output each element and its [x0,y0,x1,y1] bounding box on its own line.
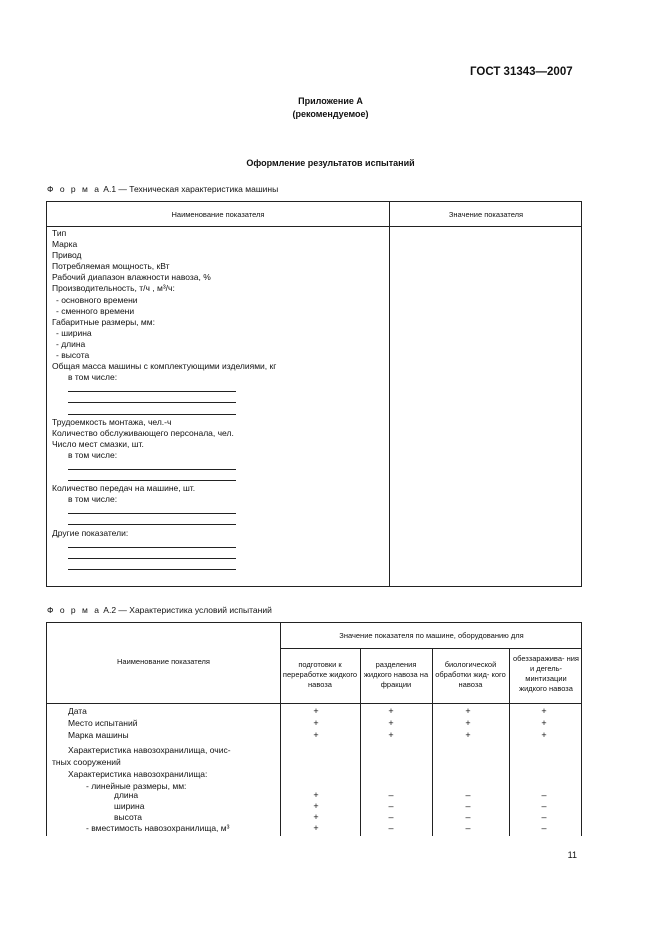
blank-line [52,561,276,572]
appendix-title: Приложение А [298,96,363,106]
form2-group-header: Значение показателя по машине, оборудованию для [339,631,524,640]
form2-subheader-2: разделения жидкого навоза на фракции [363,660,429,689]
form2-mark: + [313,718,319,728]
section-title: Оформление результатов испытаний [246,158,415,168]
form2-row-label: - линейные размеры, мм: [86,781,187,791]
form1-row: - длина [56,338,86,349]
form2-mark: – [388,823,394,833]
form2-row-label: Место испытаний [68,718,138,728]
form2-row-label: тных сооружений [52,757,121,767]
form1-rows [52,228,276,572]
form1-row: Общая масса машины с комплектующими изделиями, кг [52,361,277,372]
form1-row: Потребляемая мощность, кВт [52,261,170,272]
blank-line [52,394,276,405]
form2-mark: – [541,812,547,822]
form1-row: Марка [52,239,78,250]
blank-line [52,406,276,417]
form2-mark: – [388,812,394,822]
form2-mark: – [541,790,547,800]
form2-mark: + [313,801,319,811]
form2-mark: + [388,718,394,728]
form1-row: Рабочий диапазон влажности навоза, % [52,272,211,283]
form1-row: - основного времени [56,294,138,305]
form2-mark: – [541,801,547,811]
blank-line [52,461,276,472]
form2-mark: – [465,812,471,822]
form2-row-label: длина [114,790,139,800]
form1-row: - сменного времени [56,305,135,316]
form2-mark: – [465,801,471,811]
form2-mark: – [465,823,471,833]
form2-mark: – [541,823,547,833]
blank-line [52,539,276,550]
form2-row-label: Марка машины [68,730,129,740]
form2-subheader-4: обеззаражива- ния и дегель- минтизации жидкого навоза [513,654,579,693]
form2-caption-rest: А.2 — Характеристика условий испытаний [100,605,272,615]
form2-mark: + [313,706,319,716]
form2-col1-header: Наименование показателя [117,657,210,666]
form1-row: - ширина [56,327,92,338]
form2-row-label: Характеристика навозохранилища, очис- [68,745,231,755]
form2-mark: + [313,790,319,800]
form1-row: Тип [52,228,67,238]
form2-mark: – [465,790,471,800]
form2-subheader-3: биологической обработки жид- кого навоза [435,660,506,689]
form2-row-label: высота [114,812,143,822]
form2-row-label: - вместимость навозохранилища, м³ [86,823,230,833]
form1-caption-rest: А.1 — Техническая характеристика машины [100,184,279,194]
form2-mark: – [388,801,394,811]
form2-subheader-1: подготовки к переработке жидкого навоза [282,660,358,689]
form2-mark: + [541,718,547,728]
standard-number: ГОСТ 31343—2007 [470,66,573,78]
blank-line [52,550,276,561]
blank-line [52,472,276,483]
form2-caption [47,605,272,615]
form2-row-label: ширина [114,801,145,811]
form2-mark: + [541,730,547,740]
blank-line [52,516,276,527]
form1-caption-prefix: Ф о р м а [47,184,101,194]
form2-mark: + [541,706,547,716]
appendix-subtitle: (рекомендуемое) [292,109,369,119]
form2-mark: + [465,718,471,728]
form2-mark: + [388,730,394,740]
blank-line [52,383,276,394]
form2-mark: – [388,790,394,800]
form1-row: в том числе: [68,494,118,505]
form1-row: Количество передач на машине, шт. [52,483,196,494]
form2-mark: + [388,706,394,716]
form2-row-label: Дата [68,706,87,716]
form2-mark: + [465,730,471,740]
form1-row: Количество обслуживающего персонала, чел. [52,427,234,438]
form1-row: в том числе: [68,372,118,383]
form1-col1-header: Наименование показателя [171,210,265,219]
form1-row: Габаритные размеры, мм: [52,316,155,327]
form2-caption-prefix: Ф о р м а [47,605,101,615]
form1-row: Другие показатели: [52,527,129,538]
form2-mark: + [465,706,471,716]
form2-mark: + [313,812,319,822]
form1-row: Число мест смазки, шт. [52,438,144,449]
form1-row: - высота [56,350,90,361]
form1-row: в том числе: [68,449,118,460]
form1-caption [47,184,278,194]
page-number: 11 [567,850,577,860]
form1-row: Производительность, т/ч , м³/ч: [52,283,175,294]
blank-line [52,505,276,516]
form1-col2-header: Значение показателя [448,210,524,219]
form1-row: Трудоемкость монтажа, чел.-ч [52,416,172,427]
form1-row: Привод [52,250,82,261]
form2-mark: + [313,730,319,740]
form2-mark: + [313,823,319,833]
form2-row-label: Характеристика навозохранилища: [68,769,208,779]
